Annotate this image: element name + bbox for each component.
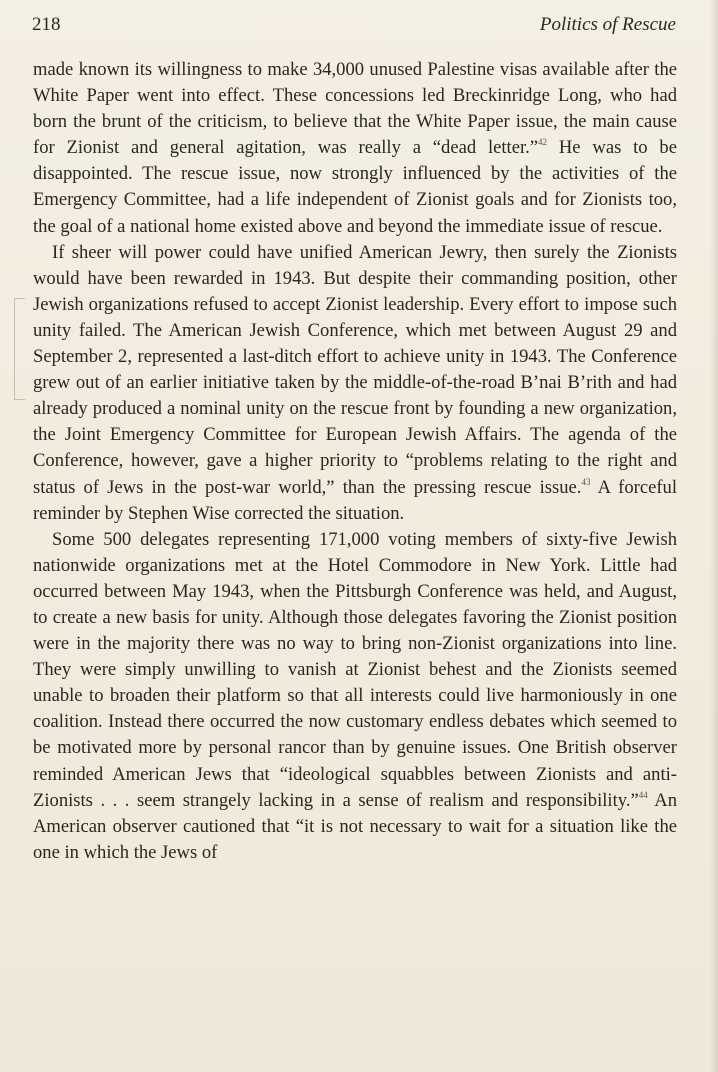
footnote-marker: 42 [538, 137, 548, 148]
paragraph-text: If sheer will power could have unified American Jewry, then surely the Zionists would have been rewarded in 1943. But despite their commanding position, other Jewish organizations refused to accept Zionist leadership. Every effort to impose such unity failed. The American Jewish Conference, which met between August 29 and September 2, represented a last-ditch effort to achieve unity in 1943. The Conference grew out of an earlier initiative taken by the middle-of-the-road B’nai B’rith and had already produced a nominal unity on the rescue front by founding a new organization, the Joint Emergency Committee for European Jewish Affairs. The agenda of the Conference, however, gave a higher priority to “problems relating to the right and status of Jews in the post-war world,” than the pressing rescue issue. [33, 241, 677, 498]
paragraph-text: He was to be disappointed. The rescue issue, now strongly influenced by the activities of the Emergency Committee, had a life independent of Zionist goals and for Zionists too, the goal of a national home existed above and beyond the immediate issue of rescue. [33, 137, 677, 237]
footnote-marker: 44 [638, 789, 648, 800]
page-edge-shadow [710, 0, 718, 1072]
running-head: Politics of Rescue [539, 14, 676, 35]
paragraph [33, 240, 677, 527]
footnote-marker: 43 [581, 476, 591, 487]
margin-bracket-mark [14, 298, 25, 400]
paragraph [33, 57, 677, 240]
paragraph-text: An American observer cautioned that “it is not necessary to wait for a situation like the one in which the Jews of [33, 789, 677, 863]
paragraph-text: Some 500 delegates representing 171,000 voting members of sixty-five Jewish nationwide organizations met at the Hotel Commodore in New York. Little had occurred between May 1943, when the Pittsburgh Conference was held, and August, to create a new basis for unity. Although those delegates favoring the Zionist position were in the majority there was no way to bring non-Zionist organizations into line. They were simply unwilling to vanish at Zionist behest and the Zionists seemed unable to broaden their platform so that all interests could live harmoniously in one coalition. Instead there occurred the now customary endless debates which seemed to be motivated more by personal rancor than by genuine issues. One British observer reminded American Jews that “ideological squabbles between Zionists and anti-Zionists . . . seem strangely lacking in a sense of realism and responsibility.” [33, 528, 677, 811]
paragraph-text: made known its willingness to make 34,000 unused Palestine visas available after the White Paper went into effect. These concessions led Breckinridge Long, who had born the brunt of the criticism, to believe that the White Paper issue, the main cause for Zionist and general agitation, was really a “dead letter.” [33, 59, 677, 159]
body-text [33, 57, 677, 866]
page-header [32, 14, 676, 42]
paragraph-text: A forceful reminder by Stephen Wise corrected the situation. [33, 476, 677, 524]
page-number: 218 [32, 14, 61, 35]
paragraph [33, 527, 677, 866]
